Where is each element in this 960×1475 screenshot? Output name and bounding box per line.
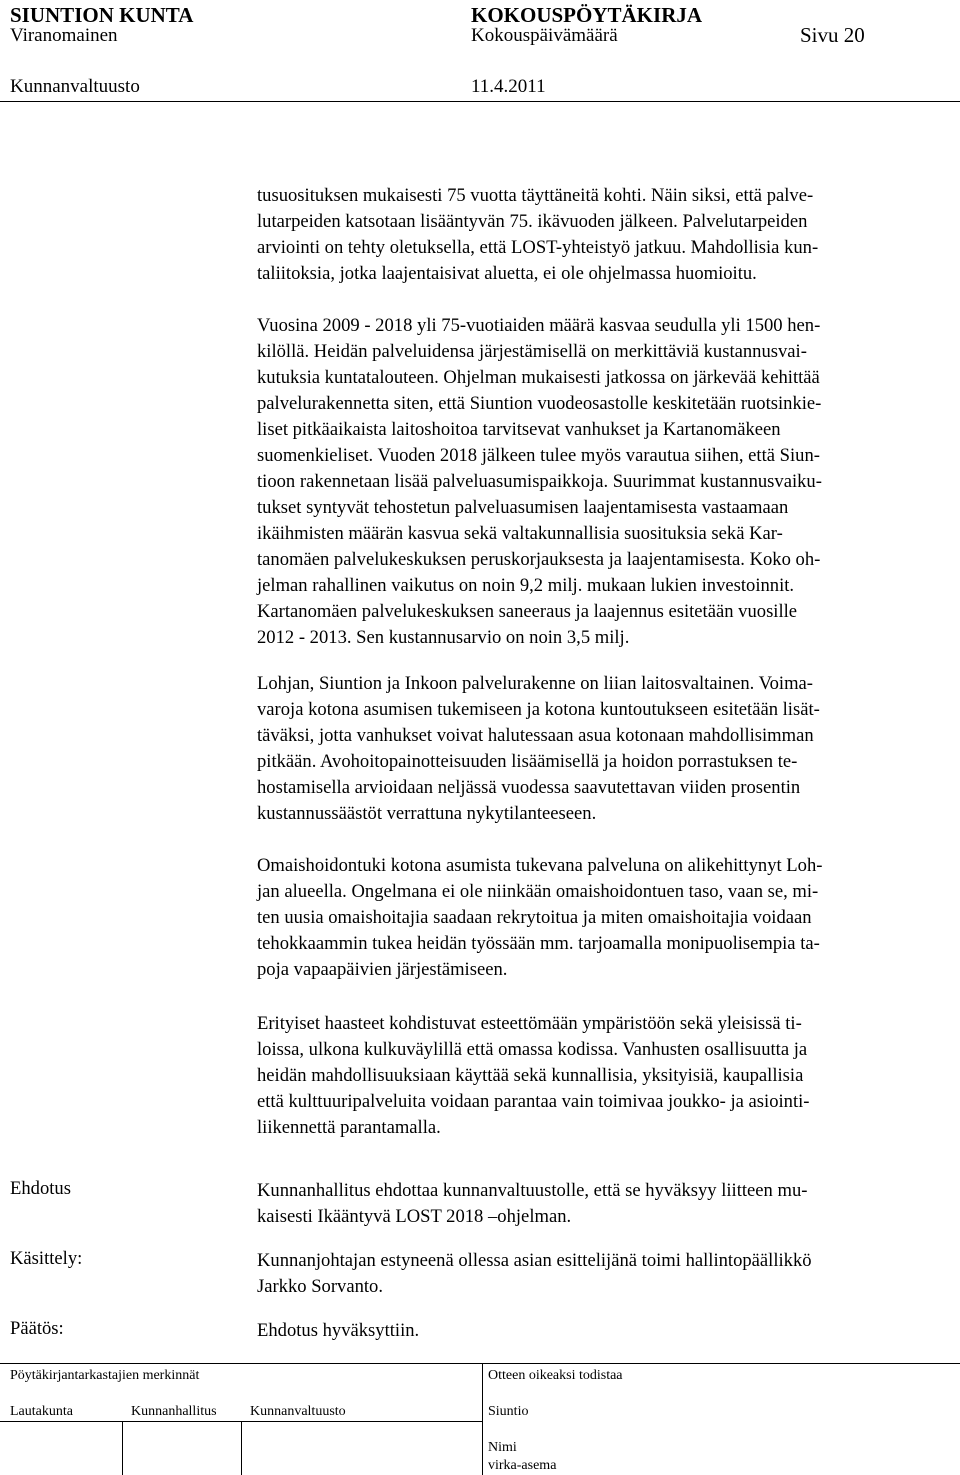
text-line: Ehdotus hyväksyttiin. — [257, 1320, 420, 1341]
handling-text — [257, 1248, 812, 1300]
text-line: kilöllä. Heidän palveluidensa järjestämisellä on merkittäviä kustannusvai- — [257, 341, 807, 362]
page-number: Sivu 20 — [800, 23, 865, 47]
footer-col-kunnanhallitus: Kunnanhallitus — [131, 1404, 217, 1419]
text-line: palvelurakennetta siten, että Siuntion vuodeosastolle keskitetään ruotsinkie- — [257, 393, 822, 414]
header-rule — [0, 101, 960, 102]
certified-label: Otteen oikeaksi todistaa — [488, 1368, 623, 1383]
text-line: 2012 - 2013. Sen kustannusarvio on noin 3,5 milj. — [257, 627, 630, 648]
text-line: tioon rakennetaan lisää palveluasumispaikkoja. Suurimmat kustannusvaiku- — [257, 471, 822, 492]
text-line: että kulttuuripalveluita voidaan parantaa vain toimivaa joukko- ja asiointi- — [257, 1091, 810, 1112]
meeting-date: 11.4.2011 — [471, 76, 546, 97]
text-line: Kunnanjohtajan estyneenä ollessa asian esittelijänä toimi hallintopäällikkö — [257, 1250, 812, 1271]
proposal-text — [257, 1178, 807, 1230]
paragraph — [257, 313, 822, 651]
footer-col-divider-2 — [241, 1421, 242, 1475]
text-line: liikennettä parantamalla. — [257, 1117, 441, 1138]
text-line: Kartanomäen palvelukeskuksen saneeraus ja laajennus esitetään vuosille — [257, 601, 798, 622]
decision-label: Päätös: — [10, 1318, 64, 1339]
municipality-name: SIUNTION KUNTA — [10, 3, 194, 27]
text-line: tusuosituksen mukaisesti 75 vuotta täyttäneitä kohti. Näin siksi, että palve- — [257, 185, 814, 206]
text-line: taliitoksia, jotka laajentaisivat aluetta, ei ole ohjelmassa huomioitu. — [257, 263, 757, 284]
document-type: KOKOUSPÖYTÄKIRJA — [471, 3, 703, 27]
name-label: Nimi — [488, 1440, 517, 1455]
text-line: kutuksia kuntatalouteen. Ohjelman mukaisesti jatkossa on järkevää kehittää — [257, 367, 820, 388]
text-line: kustannussäästöt verrattuna nykytilanteeseen. — [257, 803, 597, 824]
text-line: tehokkaammin tukea heidän työssään mm. tarjoamalla monipuolisempia ta- — [257, 933, 820, 954]
body-name: Kunnanvaltuusto — [10, 76, 140, 97]
title-label: virka-asema — [488, 1458, 557, 1473]
handling-label: Käsittely: — [10, 1248, 83, 1269]
footer-top-rule — [0, 1363, 960, 1364]
footer-col-kunnanvaltuusto: Kunnanvaltuusto — [250, 1404, 346, 1419]
footer-col-lautakunta: Lautakunta — [10, 1404, 73, 1419]
text-line: jelman rahallinen vaikutus on noin 9,2 milj. mukaan lukien investoinnit. — [257, 575, 795, 596]
text-line: ikäihmisten määrän kasvua sekä valtakunnallisia suosituksia sekä Kar- — [257, 523, 783, 544]
text-line: varoja kotona asumisen tukemiseen ja kotona kuntoutukseen esitetään lisät- — [257, 699, 820, 720]
text-line: heidän mahdollisuuksiaan käyttää sekä kunnallisia, yksityisiä, kaupallisia — [257, 1065, 804, 1086]
text-line: lutarpeiden katsotaan lisääntyvän 75. ikävuoden jälkeen. Palvelutarpeiden — [257, 211, 808, 232]
text-line: Vuosina 2009 - 2018 yli 75-vuotiaiden määrä kasvaa seudulla yli 1500 hen- — [257, 315, 821, 336]
text-line: Omaishoidontuki kotona asumista tukevana palveluna on alikehittynyt Loh- — [257, 855, 823, 876]
text-line: Lohjan, Siuntion ja Inkoon palvelurakenne on liian laitosvaltainen. Voima- — [257, 673, 813, 694]
text-line: Erityiset haasteet kohdistuvat esteettömään ympäristöön sekä yleisissä ti- — [257, 1013, 802, 1034]
text-line: pitkään. Avohoitopainotteisuuden lisäämisellä ja hoidon porrastuksen te- — [257, 751, 798, 772]
authority-label: Viranomainen — [10, 25, 118, 46]
paragraph — [257, 183, 818, 287]
decision-text — [257, 1318, 419, 1344]
text-line: liset pitkäaikaista laitoshoitoa tarvitsevat vanhukset ja Kartanomäkeen — [257, 419, 781, 440]
text-line: Jarkko Sorvanto. — [257, 1276, 384, 1297]
place-label: Siuntio — [488, 1404, 529, 1419]
text-line: hostamisella arvioidaan neljässä vuodessa saavutettavan viiden prosentin — [257, 777, 801, 798]
text-line: jan alueella. Ongelmana ei ole niinkään omaishoidontuen taso, vaan se, mi- — [257, 881, 819, 902]
text-line: loissa, ulkona kulkuväylillä että omassa kodissa. Vanhusten osallisuutta ja — [257, 1039, 808, 1060]
paragraph — [257, 1011, 809, 1141]
meeting-date-label: Kokouspäivämäärä — [471, 25, 618, 46]
text-line: Kunnanhallitus ehdottaa kunnanvaltuustolle, että se hyväksyy liitteen mu- — [257, 1180, 808, 1201]
paragraph — [257, 671, 820, 827]
paragraph — [257, 853, 822, 983]
text-line: poja vapaapäivien järjestämiseen. — [257, 959, 508, 980]
proposal-label: Ehdotus — [10, 1178, 71, 1199]
text-line: arviointi on tehty oletuksella, että LOST-yhteistyö jatkuu. Mahdollisia kun- — [257, 237, 819, 258]
text-line: kaisesti Ikääntyvä LOST 2018 –ohjelman. — [257, 1206, 572, 1227]
reviewers-label: Pöytäkirjantarkastajien merkinnät — [10, 1368, 200, 1383]
text-line: täväksi, jotta vanhukset voivat halutessaan asua kotonaan mahdollisimman — [257, 725, 814, 746]
text-line: suomenkieliset. Vuoden 2018 jälkeen tulee myös varautua siihen, että Siun- — [257, 445, 820, 466]
footer-divider — [482, 1363, 483, 1475]
footer-col-divider-1 — [122, 1421, 123, 1475]
text-line: tukset syntyvät tehostetun palveluasumisen laajentamisesta vastaamaan — [257, 497, 789, 518]
text-line: ten uusia omaishoitajia saadaan rekrytoitua ja miten omaishoitajia voidaan — [257, 907, 812, 928]
text-line: tanomäen palvelukeskuksen peruskorjauksesta ja laajentamisesta. Koko oh- — [257, 549, 821, 570]
